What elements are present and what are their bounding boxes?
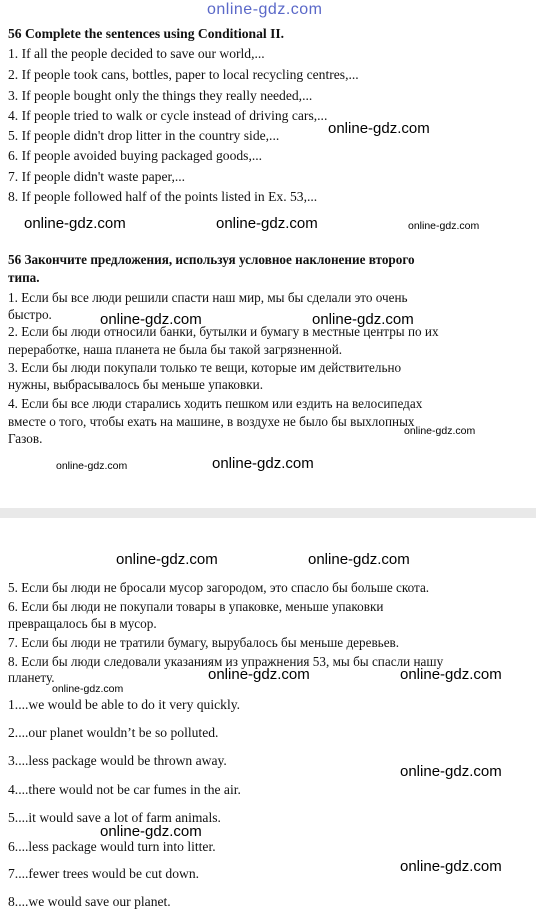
watermark: online-gdz.com <box>400 858 502 875</box>
translation-line: быстро. <box>8 307 52 322</box>
sentence-en-2: 2. If people took cans, bottles, paper to local recycling centres,... <box>8 67 359 82</box>
translation-line: Газов. <box>8 431 43 446</box>
translation-line: 1. Если бы все люди решили спасти наш мир, мы бы сделали это очень <box>8 290 408 305</box>
translation-line: 7. Если бы люди не тратили бумагу, вырубалось бы меньше деревьев. <box>8 635 400 650</box>
translation-line: превращалось бы в мусор. <box>8 616 157 631</box>
sentence-en-6: 6. If people avoided buying packaged goods,... <box>8 148 263 163</box>
watermark: online-gdz.com <box>408 220 480 232</box>
textbook-page-2 <box>0 518 536 907</box>
watermark: online-gdz.com <box>116 551 218 568</box>
answer-5: 5....it would save a lot of farm animals. <box>8 810 221 825</box>
watermark: online-gdz.com <box>308 551 410 568</box>
watermark: online-gdz.com <box>216 215 318 232</box>
answer-7: 7....fewer trees would be cut down. <box>8 866 200 881</box>
watermark: online-gdz.com <box>328 120 430 137</box>
translation-line: вместе о того, чтобы ехать на машине, в воздухе не было бы выхлопных <box>8 414 415 429</box>
sentence-en-8: 8. If people followed half of the points listed in Ex. 53,... <box>8 189 318 204</box>
watermark: online-gdz.com <box>56 460 128 472</box>
answer-6: 6....less package would turn into litter. <box>8 839 216 854</box>
exercise-title-ru-cont: типа. <box>8 270 40 285</box>
watermark: online-gdz.com <box>100 823 202 840</box>
watermark: online-gdz.com <box>24 215 126 232</box>
exercise-title-ru: 56 Закончите предложения, используя условное наклонение второго <box>8 252 415 267</box>
watermark: online-gdz.com <box>400 763 502 780</box>
answer-3: 3....less package would be thrown away. <box>8 753 227 768</box>
watermark: online-gdz.com <box>208 666 310 683</box>
answer-4: 4....there would not be car fumes in the air. <box>8 782 241 797</box>
translation-line: 4. Если бы все люди старались ходить пешком или ездить на велосипедах <box>8 396 423 411</box>
translation-line: планету. <box>8 670 55 685</box>
sentence-en-5: 5. If people didn't drop litter in the country side,... <box>8 128 280 143</box>
sentence-en-4: 4. If people tried to walk or cycle instead of driving cars,... <box>8 108 328 123</box>
page-separator <box>0 508 536 518</box>
sentence-en-7: 7. If people didn't waste paper,... <box>8 169 186 184</box>
translation-line: нужны, выбрасывалось бы меньше упаковки. <box>8 377 264 392</box>
watermark: online-gdz.com <box>404 425 476 437</box>
answer-1: 1....we would be able to do it very quickly. <box>8 697 241 712</box>
watermark: online-gdz.com <box>400 666 502 683</box>
watermark: online-gdz.com <box>52 683 124 695</box>
translation-line: 6. Если бы люди не покупали товары в упаковке, меньше упаковки <box>8 599 384 614</box>
watermark: online-gdz.com <box>100 311 202 328</box>
watermark: online-gdz.com <box>212 455 314 472</box>
exercise-title-en: 56 Complete the sentences using Conditional II. <box>8 26 285 41</box>
translation-line: 5. Если бы люди не бросали мусор загородом, это спасло бы больше скота. <box>8 580 430 595</box>
answer-2: 2....our planet wouldn’t be so polluted. <box>8 725 219 740</box>
translation-line: 3. Если бы люди покупали только те вещи, которые им действительно <box>8 360 402 375</box>
answer-8: 8....we would save our planet. <box>8 894 171 909</box>
watermark-top: online-gdz.com <box>207 1 323 18</box>
translation-line: переработке, наша планета не была бы такой загрязненной. <box>8 342 343 357</box>
watermark: online-gdz.com <box>312 311 414 328</box>
sentence-en-3: 3. If people bought only the things they really needed,... <box>8 88 313 103</box>
translation-line: 8. Если бы люди следовали указаниям из упражнения 53, мы бы спасли нашу <box>8 654 444 669</box>
translation-line: 2. Если бы люди относили банки, бутылки и бумагу в местные центры по их <box>8 324 439 339</box>
sentence-en-1: 1. If all the people decided to save our world,... <box>8 46 265 61</box>
